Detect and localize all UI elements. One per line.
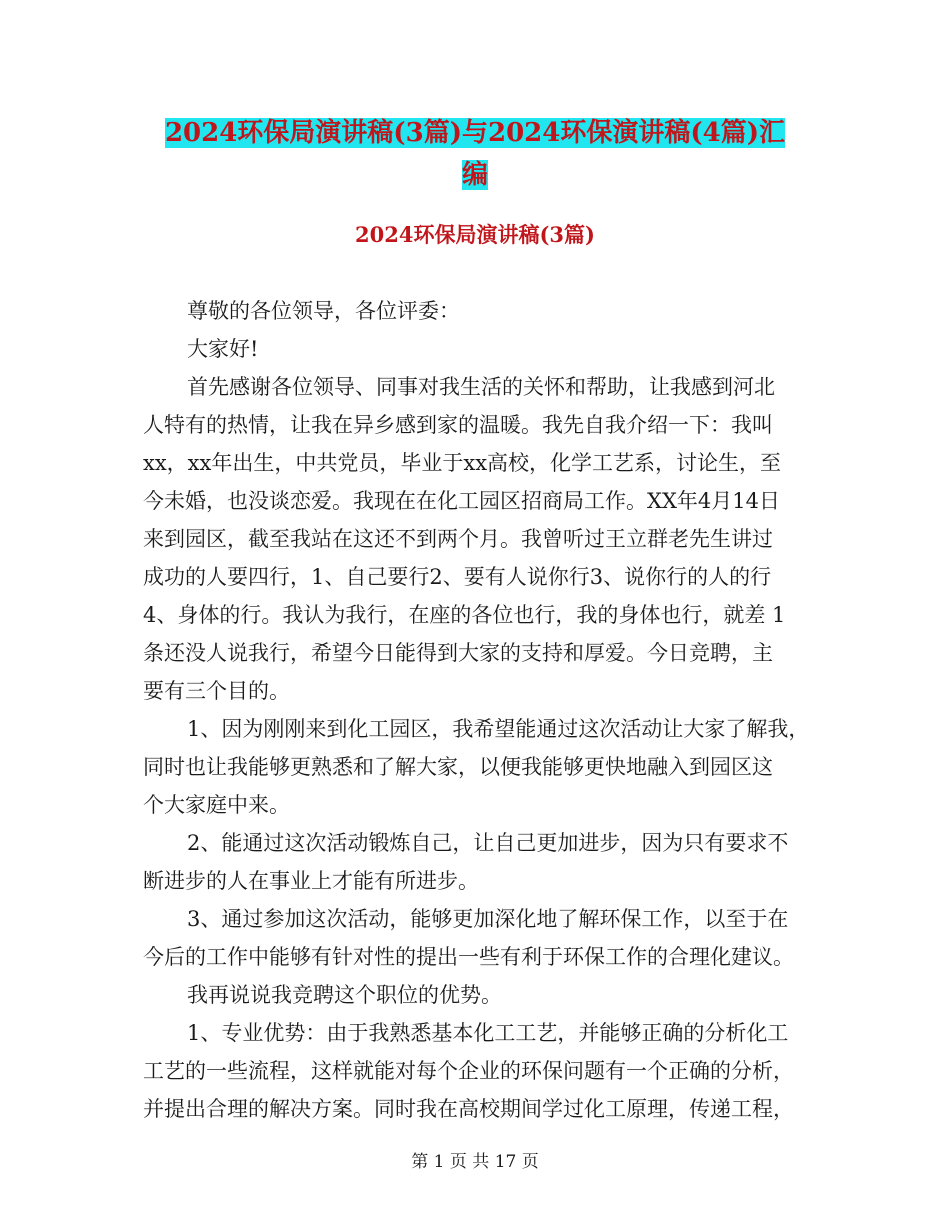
text-line: 成功的人要四行，1、自己要行2、要有人说你行3、说你行的人的行 [143, 565, 772, 589]
document-title-line2: 编 [461, 160, 488, 190]
text-line: 3、通过参加这次活动，能够更加深化地了解环保工作，以至于在 [187, 907, 789, 931]
text-line: 1、专业优势：由于我熟悉基本化工工艺，并能够正确的分析化工 [187, 1021, 789, 1045]
text-line: 人特有的热情，让我在异乡感到家的温暖。我先自我介绍一下：我叫 [143, 413, 773, 437]
body-text [143, 292, 815, 1128]
text-line: xx，xx年出生，中共党员，毕业于xx高校，化学工艺系，讨论生，至 [143, 451, 782, 475]
text-line: 2、能通过这次活动锻炼自己，让自己更加进步，因为只有要求不 [187, 831, 789, 855]
text-line: 来到园区，截至我站在这还不到两个月。我曾听过王立群老先生讲过 [143, 527, 773, 551]
text-line: 1、因为刚刚来到化工园区，我希望能通过这次活动让大家了解我， [187, 717, 810, 741]
document-title [150, 112, 800, 196]
text-line: 今未婚，也没谈恋爱。我现在在化工园区招商局工作。XX年4月14日 [143, 489, 780, 513]
text-line: 断进步的人在事业上才能有所进步。 [143, 869, 479, 893]
text-line: 我再说说我竞聘这个职位的优势。 [187, 983, 502, 1007]
text-line: 4、身体的行。我认为我行，在座的各位也行，我的身体也行，就差 1 [143, 603, 786, 627]
page-footer: 第 1 页 共 17 页 [411, 1152, 539, 1172]
text-line: 个大家庭中来。 [143, 793, 290, 817]
text-line: 尊敬的各位领导，各位评委： [187, 299, 460, 323]
section-title: 2024环保局演讲稿(3篇) [355, 222, 595, 247]
text-line: 同时也让我能够更熟悉和了解大家，以便我能够更快地融入到园区这 [143, 755, 773, 779]
text-line: 首先感谢各位领导、同事对我生活的关怀和帮助，让我感到河北 [187, 375, 775, 399]
text-line: 大家好! [187, 337, 259, 361]
text-line: 今后的工作中能够有针对性的提出一些有利于环保工作的合理化建议。 [143, 945, 794, 969]
text-line: 并提出合理的解决方案。同时我在高校期间学过化工原理，传递工程， [143, 1097, 794, 1121]
text-line: 工艺的一些流程，这样就能对每个企业的环保问题有一个正确的分析， [143, 1059, 794, 1083]
text-line: 要有三个目的。 [143, 679, 290, 703]
text-line: 条还没人说我行，希望今日能得到大家的支持和厚爱。今日竞聘，主 [143, 641, 773, 665]
document-title-line1: 2024环保局演讲稿(3篇)与2024环保演讲稿(4篇)汇 [164, 118, 786, 148]
